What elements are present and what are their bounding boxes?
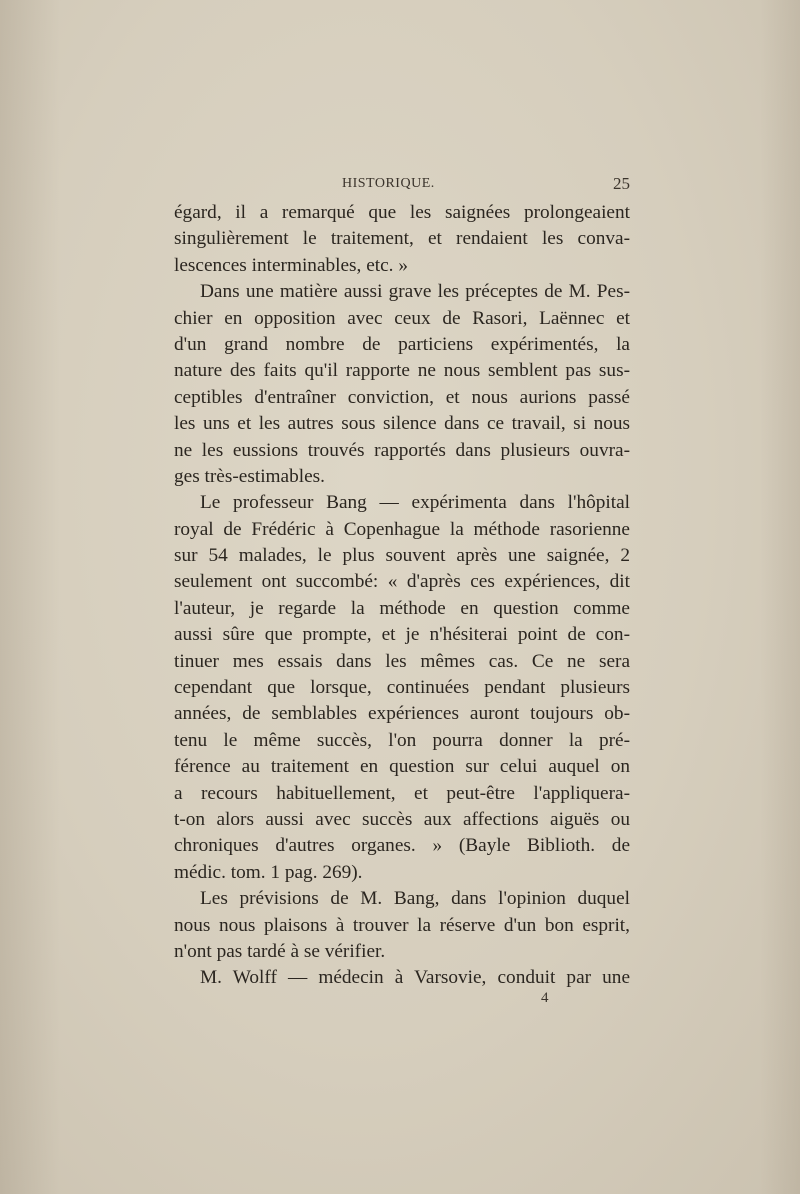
running-title: HISTORIQUE. xyxy=(342,176,435,191)
text-line: d'un grand nombre de particiens expérimentés, la xyxy=(174,333,630,355)
text-line: t-on alors aussi avec succès aux affections aiguës ou xyxy=(174,808,630,830)
text-line: M. Wolff — médecin à Varsovie, conduit par une xyxy=(200,967,630,989)
text-line: chier en opposition avec ceux de Rasori, Laënnec et xyxy=(174,307,630,329)
body-text xyxy=(174,200,630,992)
text-line: aussi sûre que prompte, et je n'hésiterai point de con- xyxy=(174,624,630,646)
text-line: ceptibles d'entraîner conviction, et nous aurions passé xyxy=(174,386,630,408)
text-line: sur 54 malades, le plus souvent après une saignée, 2 xyxy=(174,545,630,567)
text-line: lescences interminables, etc. » xyxy=(174,254,408,276)
text-line: singulièrement le traitement, et rendaient les conva- xyxy=(174,228,630,250)
text-line: nous nous plaisons à trouver la réserve d'un bon esprit, xyxy=(174,914,630,936)
text-line: royal de Frédéric à Copenhague la méthode rasorienne xyxy=(174,518,630,540)
signature-mark: 4 xyxy=(541,990,549,1006)
text-line: égard, il a remarqué que les saignées prolongeaient xyxy=(174,202,630,223)
text-line: Dans une matière aussi grave les préceptes de M. Pes- xyxy=(200,281,630,303)
text-line: tenu le même succès, l'on pourra donner la pré- xyxy=(174,729,630,751)
text-line: ne les eussions trouvés rapportés dans plusieurs ouvra- xyxy=(174,439,630,461)
text-line: années, de semblables expériences auront toujours ob- xyxy=(174,703,630,725)
text-line: les uns et les autres sous silence dans ce travail, si nous xyxy=(174,413,630,435)
text-line: ges très-estimables. xyxy=(174,465,325,487)
page-header xyxy=(174,176,630,198)
page-number: 25 xyxy=(613,174,630,193)
text-line: tinuer mes essais dans les mêmes cas. Ce ne sera xyxy=(174,650,630,672)
text-line: chroniques d'autres organes. » (Bayle Biblioth. de xyxy=(174,835,630,857)
text-line: a recours habituellement, et peut-être l'appliquera- xyxy=(174,782,630,804)
text-line: médic. tom. 1 pag. 269). xyxy=(174,861,363,883)
text-line: l'auteur, je regarde la méthode en question comme xyxy=(174,597,630,619)
text-line: Les prévisions de M. Bang, dans l'opinion duquel xyxy=(200,888,630,910)
text-line: férence au traitement en question sur celui auquel on xyxy=(174,756,630,778)
text-line: nature des faits qu'il rapporte ne nous semblent pas sus- xyxy=(174,360,630,382)
text-line: cependant que lorsque, continuées pendant plusieurs xyxy=(174,677,630,699)
text-line: Le professeur Bang — expérimenta dans l'hôpital xyxy=(200,492,630,514)
text-line: seulement ont succombé: « d'après ces expériences, dit xyxy=(174,571,630,593)
text-line: n'ont pas tardé à se vérifier. xyxy=(174,940,386,962)
